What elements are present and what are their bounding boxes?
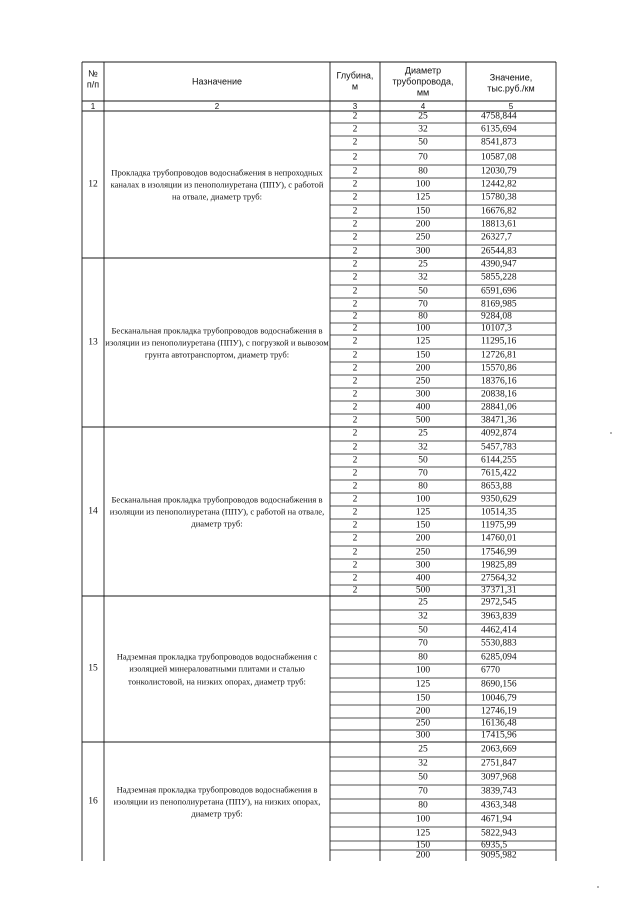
section-description: Бесканальная прокладка трубопроводов водоснабжения в изоляции из пенополиуретана (ППУ), с погрузкой и вывозом грунта автотранспортом, диаметр труб: xyxy=(105,324,329,360)
value-cell: 20838,16 xyxy=(481,388,517,399)
section-number: 16 xyxy=(88,795,98,806)
value-cell: 18376,16 xyxy=(481,375,517,386)
value-cell: 4671,94 xyxy=(481,814,512,825)
depth-cell: 2 xyxy=(352,519,358,530)
diameter-cell: 100 xyxy=(415,323,431,334)
value-cell: 3963,839 xyxy=(481,611,517,622)
value-cell: 3097,968 xyxy=(481,772,517,783)
value-cell: 7615,422 xyxy=(481,467,517,478)
diameter-cell: 70 xyxy=(418,786,428,797)
header-diam-label: Диаметр xyxy=(404,65,442,76)
diameter-cell: 100 xyxy=(415,814,431,825)
diameter-cell: 150 xyxy=(415,205,431,216)
diameter-cell: 200 xyxy=(415,218,431,229)
section-number: 14 xyxy=(88,505,98,516)
diameter-cell: 32 xyxy=(418,611,428,622)
diameter-cell: 80 xyxy=(418,165,428,176)
value-cell: 6591,696 xyxy=(481,285,517,296)
depth-cell: 2 xyxy=(352,441,358,452)
value-cell: 6770 xyxy=(481,665,500,676)
header-diam-label: мм xyxy=(416,87,430,98)
scan-speck xyxy=(597,886,599,888)
value-cell: 17415,96 xyxy=(481,730,517,741)
value-cell: 2972,545 xyxy=(481,597,517,608)
depth-cell: 2 xyxy=(352,311,358,322)
diameter-cell: 250 xyxy=(415,718,431,729)
diameter-cell: 50 xyxy=(418,624,428,635)
diameter-cell: 200 xyxy=(415,849,431,860)
depth-cell: 2 xyxy=(352,546,358,557)
value-cell: 16676,82 xyxy=(481,205,517,216)
diameter-cell: 500 xyxy=(415,414,431,425)
diameter-cell: 32 xyxy=(418,123,428,134)
value-cell: 6285,094 xyxy=(481,651,517,662)
value-cell: 38471,36 xyxy=(481,414,517,425)
value-cell: 4363,348 xyxy=(481,800,517,811)
value-cell: 16136,48 xyxy=(481,718,517,729)
diameter-cell: 32 xyxy=(418,758,428,769)
value-cell: 11295,16 xyxy=(481,336,517,347)
value-cell: 8541,873 xyxy=(481,137,517,148)
depth-cell: 2 xyxy=(352,401,358,412)
header-depth-label: м xyxy=(351,81,359,92)
diameter-cell: 125 xyxy=(415,828,431,839)
depth-cell: 2 xyxy=(352,111,358,122)
depth-cell: 2 xyxy=(352,375,358,386)
depth-cell: 2 xyxy=(352,218,358,229)
value-cell: 4462,414 xyxy=(481,624,517,635)
value-cell: 19825,89 xyxy=(481,559,517,570)
value-cell: 6144,255 xyxy=(481,454,517,465)
diameter-cell: 25 xyxy=(418,258,428,269)
value-cell: 4758,844 xyxy=(481,111,517,122)
depth-cell: 2 xyxy=(352,480,358,491)
depth-cell: 2 xyxy=(352,336,358,347)
header-depth-label: Глубина, xyxy=(336,70,374,81)
depth-cell: 2 xyxy=(352,178,358,189)
value-cell: 5530,883 xyxy=(481,638,517,649)
diameter-cell: 70 xyxy=(418,151,428,162)
value-cell: 28841,06 xyxy=(481,401,517,412)
header-value-label: тыс.руб./км xyxy=(487,83,535,94)
header-num-label: п/п xyxy=(86,79,100,90)
section-number: 15 xyxy=(88,663,98,674)
section-number: 13 xyxy=(88,336,98,347)
section-description: Бесканальная прокладка трубопроводов водоснабжения в изоляции из пенополиуретана (ППУ), с работой на отвале, диаметр труб: xyxy=(109,493,325,529)
depth-cell: 2 xyxy=(352,232,358,243)
header-diam-label: трубопровода, xyxy=(392,76,454,87)
depth-cell: 2 xyxy=(352,454,358,465)
value-cell: 2751,847 xyxy=(481,758,517,769)
depth-cell: 2 xyxy=(352,323,358,334)
value-cell: 8690,156 xyxy=(481,679,517,690)
diameter-cell: 70 xyxy=(418,638,428,649)
depth-cell: 2 xyxy=(352,151,358,162)
value-cell: 8169,985 xyxy=(481,298,517,309)
diameter-cell: 70 xyxy=(418,467,428,478)
diameter-cell: 150 xyxy=(415,692,431,703)
depth-cell: 2 xyxy=(352,506,358,517)
diameter-cell: 100 xyxy=(415,178,431,189)
value-cell: 6935,5 xyxy=(481,839,508,850)
section-description: Прокладка трубопроводов водоснабжения в непроходных каналах в изоляции из пенополиуретана (ППУ), с работой на отвале, диаметр труб: xyxy=(110,166,324,202)
section-number: 12 xyxy=(88,178,98,189)
depth-cell: 2 xyxy=(352,428,358,439)
diameter-cell: 300 xyxy=(415,730,431,741)
diameter-cell: 250 xyxy=(415,546,431,557)
value-cell: 15570,86 xyxy=(481,362,517,373)
diameter-cell: 150 xyxy=(415,349,431,360)
depth-cell: 2 xyxy=(352,245,358,256)
diameter-cell: 32 xyxy=(418,441,428,452)
diameter-cell: 50 xyxy=(418,285,428,296)
value-cell: 12726,81 xyxy=(481,349,517,360)
depth-cell: 2 xyxy=(352,298,358,309)
diameter-cell: 80 xyxy=(418,651,428,662)
header-num-label: № xyxy=(88,68,98,79)
depth-cell: 2 xyxy=(352,349,358,360)
diameter-cell: 300 xyxy=(415,388,431,399)
diameter-cell: 32 xyxy=(418,272,428,283)
depth-cell: 2 xyxy=(352,272,358,283)
depth-cell: 2 xyxy=(352,205,358,216)
diameter-cell: 250 xyxy=(415,375,431,386)
diameter-cell: 80 xyxy=(418,800,428,811)
diameter-cell: 150 xyxy=(415,519,431,530)
value-cell: 27564,32 xyxy=(481,572,517,583)
diameter-cell: 125 xyxy=(415,679,431,690)
value-cell: 10587,08 xyxy=(481,151,517,162)
diameter-cell: 50 xyxy=(418,137,428,148)
column-number: 5 xyxy=(508,101,514,111)
value-cell: 12442,82 xyxy=(481,178,517,189)
value-cell: 9350,629 xyxy=(481,493,517,504)
value-cell: 17546,99 xyxy=(481,546,517,557)
section-description: Надземная прокладка трубопроводов водоснабжения с изоляцией минераловатными плитами и сталью тонколистовой, на низких опорах, диаметр труб: xyxy=(116,651,318,687)
scan-speck xyxy=(610,432,612,434)
value-cell: 15780,38 xyxy=(481,192,517,203)
diameter-cell: 200 xyxy=(415,362,431,373)
diameter-cell: 300 xyxy=(415,559,431,570)
value-cell: 12030,79 xyxy=(481,165,517,176)
column-number: 4 xyxy=(420,101,426,111)
value-cell: 11975,99 xyxy=(481,519,517,530)
diameter-cell: 25 xyxy=(418,743,428,754)
depth-cell: 2 xyxy=(352,362,358,373)
value-cell: 5822,943 xyxy=(481,828,517,839)
value-cell: 14760,01 xyxy=(481,533,517,544)
value-cell: 4390,947 xyxy=(481,258,517,269)
value-cell: 9095,982 xyxy=(481,849,517,860)
value-cell: 4092,874 xyxy=(481,428,517,439)
column-number: 2 xyxy=(214,101,220,111)
depth-cell: 2 xyxy=(352,258,358,269)
depth-cell: 2 xyxy=(352,572,358,583)
value-cell: 5855,228 xyxy=(481,272,517,283)
diameter-cell: 125 xyxy=(415,192,431,203)
value-cell: 5457,783 xyxy=(481,441,517,452)
diameter-cell: 250 xyxy=(415,232,431,243)
value-cell: 6135,694 xyxy=(481,123,517,134)
depth-cell: 2 xyxy=(352,123,358,134)
value-cell: 10107,3 xyxy=(481,323,512,334)
diameter-cell: 25 xyxy=(418,597,428,608)
diameter-cell: 200 xyxy=(415,705,431,716)
diameter-cell: 80 xyxy=(418,480,428,491)
depth-cell: 2 xyxy=(352,137,358,148)
column-number: 1 xyxy=(90,101,96,111)
diameter-cell: 125 xyxy=(415,336,431,347)
diameter-cell: 70 xyxy=(418,298,428,309)
depth-cell: 2 xyxy=(352,414,358,425)
diameter-cell: 125 xyxy=(415,506,431,517)
diameter-cell: 500 xyxy=(415,584,431,595)
depth-cell: 2 xyxy=(352,467,358,478)
depth-cell: 2 xyxy=(352,493,358,504)
diameter-cell: 100 xyxy=(415,665,431,676)
diameter-cell: 400 xyxy=(415,401,431,412)
value-cell: 37371,31 xyxy=(481,584,517,595)
diameter-cell: 25 xyxy=(418,428,428,439)
diameter-cell: 50 xyxy=(418,772,428,783)
diameter-cell: 25 xyxy=(418,111,428,122)
section-description: Надземная прокладка трубопроводов водоснабжения в изоляции из пенополиуретана (ППУ), на низких опорах, диаметр труб: xyxy=(113,783,321,819)
value-cell: 10046,79 xyxy=(481,692,517,703)
depth-cell: 2 xyxy=(352,165,358,176)
value-cell: 12746,19 xyxy=(481,705,517,716)
diameter-cell: 100 xyxy=(415,493,431,504)
depth-cell: 2 xyxy=(352,533,358,544)
value-cell: 10514,35 xyxy=(481,506,517,517)
value-cell: 8653,88 xyxy=(481,480,512,491)
depth-cell: 2 xyxy=(352,559,358,570)
depth-cell: 2 xyxy=(352,285,358,296)
depth-cell: 2 xyxy=(352,388,358,399)
diameter-cell: 50 xyxy=(418,454,428,465)
header-name-label: Назначение xyxy=(191,76,243,87)
depth-cell: 2 xyxy=(352,584,358,595)
value-cell: 26327,7 xyxy=(481,232,512,243)
column-number: 3 xyxy=(352,101,358,111)
diameter-cell: 80 xyxy=(418,311,428,322)
value-cell: 18813,61 xyxy=(481,218,517,229)
diameter-cell: 200 xyxy=(415,533,431,544)
diameter-cell: 150 xyxy=(415,839,431,850)
value-cell: 2063,669 xyxy=(481,743,517,754)
value-cell: 9284,08 xyxy=(481,311,512,322)
diameter-cell: 400 xyxy=(415,572,431,583)
header-value-label: Значение, xyxy=(489,72,533,83)
value-cell: 26544,83 xyxy=(481,245,517,256)
depth-cell: 2 xyxy=(352,192,358,203)
diameter-cell: 300 xyxy=(415,245,431,256)
value-cell: 3839,743 xyxy=(481,786,517,797)
